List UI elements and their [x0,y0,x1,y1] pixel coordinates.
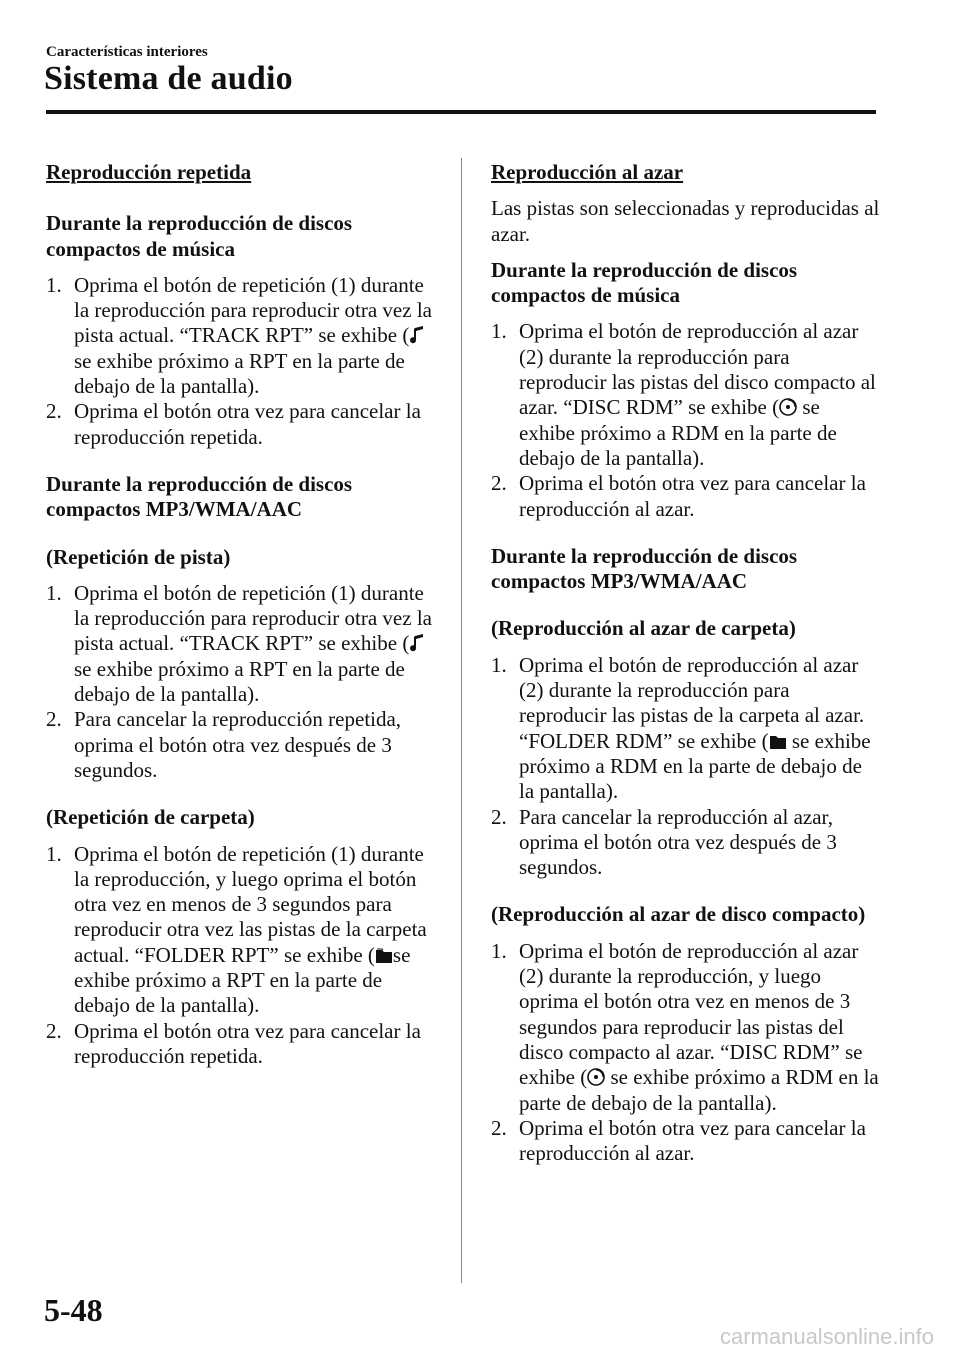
disc-icon [779,397,797,417]
heading-disc-random: (Reproducción al azar de disco compacto) [491,902,866,927]
heading-cd-mp3: Durante la reproducción de discos compactos MP3/WMA/AAC [491,543,798,594]
heading-repeat-playback: Reproducción repetida [46,160,252,184]
list-item: 1. Oprima el botón de reproducción al azar (2) durante la reproducción para reproducir las pistas de la carpeta al azar. “FOLDER RDM” se exhibe ( se exhibe próximo a RDM en la parte de debajo de la pantalla). [491,652,871,804]
music-random-steps [491,319,881,521]
list-item: 1. Oprima el botón de repetición (1) durante la reproducción para reproducir otra vez la pista actual. “TRACK RPT” se exhibe (se exhibe próximo a RPT en la parte de debajo de la pantalla). [46,272,432,399]
list-item: 1. Oprima el botón de repetición (1) durante la reproducción, y luego oprima el botón otra vez en menos de 3 segundos para reproducir otra vez las pistas de la carpeta actual. “FOLDER RPT” se exhibe ( se exhibe próximo a RPT en la parte de debajo de la pantalla). [46,841,427,1018]
left-column [46,160,442,1069]
disc-random-steps [491,939,881,1167]
music-note-icon [409,633,427,653]
list-item: 1. Oprima el botón de reproducción al azar (2) durante la reproducción, y luego oprima el botón otra vez en menos de 3 segundos para reproducir las pistas del disco compacto al azar. “DISC RDM” se exhibe ( se exhibe próximo a RDM en la parte de debajo de la pantalla). [491,938,879,1115]
right-column [491,160,881,1166]
heading-random-playback: Reproducción al azar [491,160,684,184]
header-rule [46,110,876,114]
list-item: 1. Oprima el botón de reproducción al azar (2) durante la reproducción para reproducir las pistas del disco compacto al azar. “DISC RDM” se exhibe ( se exhibe próximo a RDM en la parte de debajo de la pantalla). [491,319,876,470]
folder-icon [769,731,787,751]
list-item: 2. Oprima el botón otra vez para cancelar la reproducción al azar. [491,1115,866,1166]
random-intro: Las pistas son seleccionadas y reproducidas al azar. [491,196,880,246]
page-title: Sistema de audio [44,60,293,97]
disc-icon [587,1067,605,1087]
heading-cd-music: Durante la reproducción de discos compactos de música [491,257,798,308]
folder-icon [375,945,393,965]
heading-folder-random: (Reproducción al azar de carpeta) [491,616,796,641]
list-item: 2. Oprima el botón otra vez para cancelar la reproducción repetida. [46,399,421,449]
music-note-icon [409,325,427,345]
list-item: 2. Oprima el botón otra vez para cancelar la reproducción al azar. [491,471,866,521]
list-item: 1. Oprima el botón de repetición (1) durante la reproducción para reproducir otra vez la pista actual. “TRACK RPT” se exhibe (se exhibe próximo a RPT en la parte de debajo de la pantalla). [46,580,432,707]
list-item: 2. Oprima el botón otra vez para cancelar la reproducción repetida. [46,1018,421,1068]
track-repeat-steps [46,581,442,783]
heading-cd-music: Durante la reproducción de discos compactos de música [46,211,353,261]
folder-repeat-steps [46,842,442,1070]
heading-folder-repeat: (Repetición de carpeta) [46,805,255,830]
music-repeat-steps [46,273,442,450]
page-number: 5-48 [44,1292,103,1328]
chapter-label: Características interiores [46,44,208,60]
heading-cd-mp3: Durante la reproducción de discos compactos MP3/WMA/AAC [46,471,353,522]
column-divider [461,158,462,1283]
heading-track-repeat: (Repetición de pista) [46,544,231,569]
list-item: 2. Para cancelar la reproducción repetida, oprima el botón otra vez después de 3 segundos. [46,707,402,782]
folder-random-steps [491,653,881,881]
watermark: carmanualsonline.info [719,1324,934,1349]
list-item: 2. Para cancelar la reproducción al azar, oprima el botón otra vez después de 3 segundos. [491,804,837,880]
